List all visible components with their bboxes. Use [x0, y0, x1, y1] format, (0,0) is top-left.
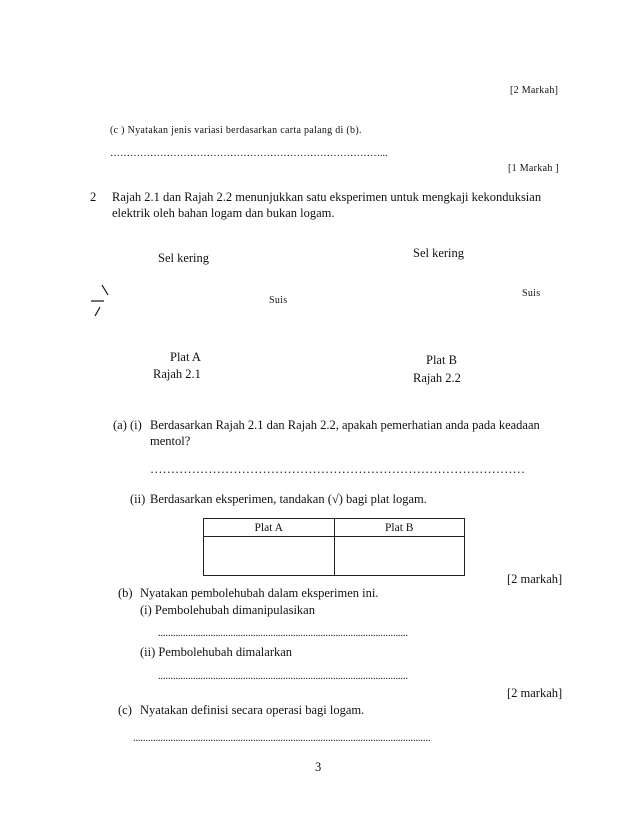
- q2a-i-line1: Berdasarkan Rajah 2.1 dan Rajah 2.2, apakah pemerhatian anda pada keadaan: [150, 418, 540, 432]
- q2-number: 2: [90, 190, 97, 204]
- q1c-answer-line[interactable]: ………………………………………………………………………...: [110, 148, 388, 159]
- q2c-label: (c): [118, 703, 132, 717]
- diagram1-caption: Rajah 2.1: [153, 367, 201, 381]
- diagram2-caption: Rajah 2.2: [413, 371, 461, 385]
- table-header-row: [204, 519, 465, 537]
- table-header-plat-b: Plat B: [334, 519, 465, 537]
- diagram2-plate-label: Plat B: [426, 353, 457, 367]
- diagram1-switch-symbol-icon: [88, 283, 112, 319]
- q1c-question: (c ) Nyatakan jenis variasi berdasarkan carta palang di (b).: [110, 125, 362, 136]
- diagram1-battery-label: Sel kering: [158, 251, 210, 265]
- q2a-ii-text: Berdasarkan eksperimen, tandakan (√) bagi plat logam.: [150, 492, 427, 506]
- marks-top: [2 Markah]: [510, 85, 559, 96]
- diagram2-battery-label: Sel kering: [413, 246, 465, 260]
- q2b-i-text: (i) Pembolehubah dimanipulasikan: [140, 603, 315, 617]
- tick-cell-plat-a[interactable]: [204, 537, 335, 576]
- q2c-text: Nyatakan definisi secara operasi bagi logam.: [140, 703, 365, 717]
- diagram1-switch-label: Suis: [269, 295, 288, 306]
- q2b-i-answer-line[interactable]: ....................................................................................................: [158, 628, 408, 639]
- q2a-i-answer-line[interactable]: ………………………………………………………………………………: [150, 462, 525, 476]
- plate-observation-table: [203, 518, 465, 576]
- q2b-text: Nyatakan pembolehubah dalam eksperimen ini.: [140, 586, 379, 600]
- q1c-marks: [1 Markah ]: [508, 163, 560, 174]
- q2b-ii-answer-line[interactable]: ....................................................................................................: [158, 671, 408, 682]
- page-number: 3: [315, 760, 322, 774]
- q2c-answer-line[interactable]: .......................................................................................................................: [133, 733, 431, 744]
- q2a-i-line2: mentol?: [150, 434, 191, 448]
- diagram2-switch-label: Suis: [522, 288, 541, 299]
- q2b-ii-text: (ii) Pembolehubah dimalarkan: [140, 645, 293, 659]
- q2b-label: (b): [118, 586, 133, 600]
- q2b-marks: [2 markah]: [507, 686, 563, 700]
- table-row: [204, 537, 465, 576]
- q2-intro-line2: elektrik oleh bahan logam dan bukan logam.: [112, 206, 335, 220]
- q2-intro-line1: Rajah 2.1 dan Rajah 2.2 menunjukkan satu eksperimen untuk mengkaji kekonduksian: [112, 190, 542, 204]
- tick-cell-plat-b[interactable]: [334, 537, 465, 576]
- q2a-ii-label: (ii): [130, 492, 146, 506]
- q2a-i-label: (a) (i): [113, 418, 142, 432]
- diagram1-plate-label: Plat A: [170, 350, 201, 364]
- table-header-plat-a: Plat A: [204, 519, 335, 537]
- q2a-marks: [2 markah]: [507, 572, 563, 586]
